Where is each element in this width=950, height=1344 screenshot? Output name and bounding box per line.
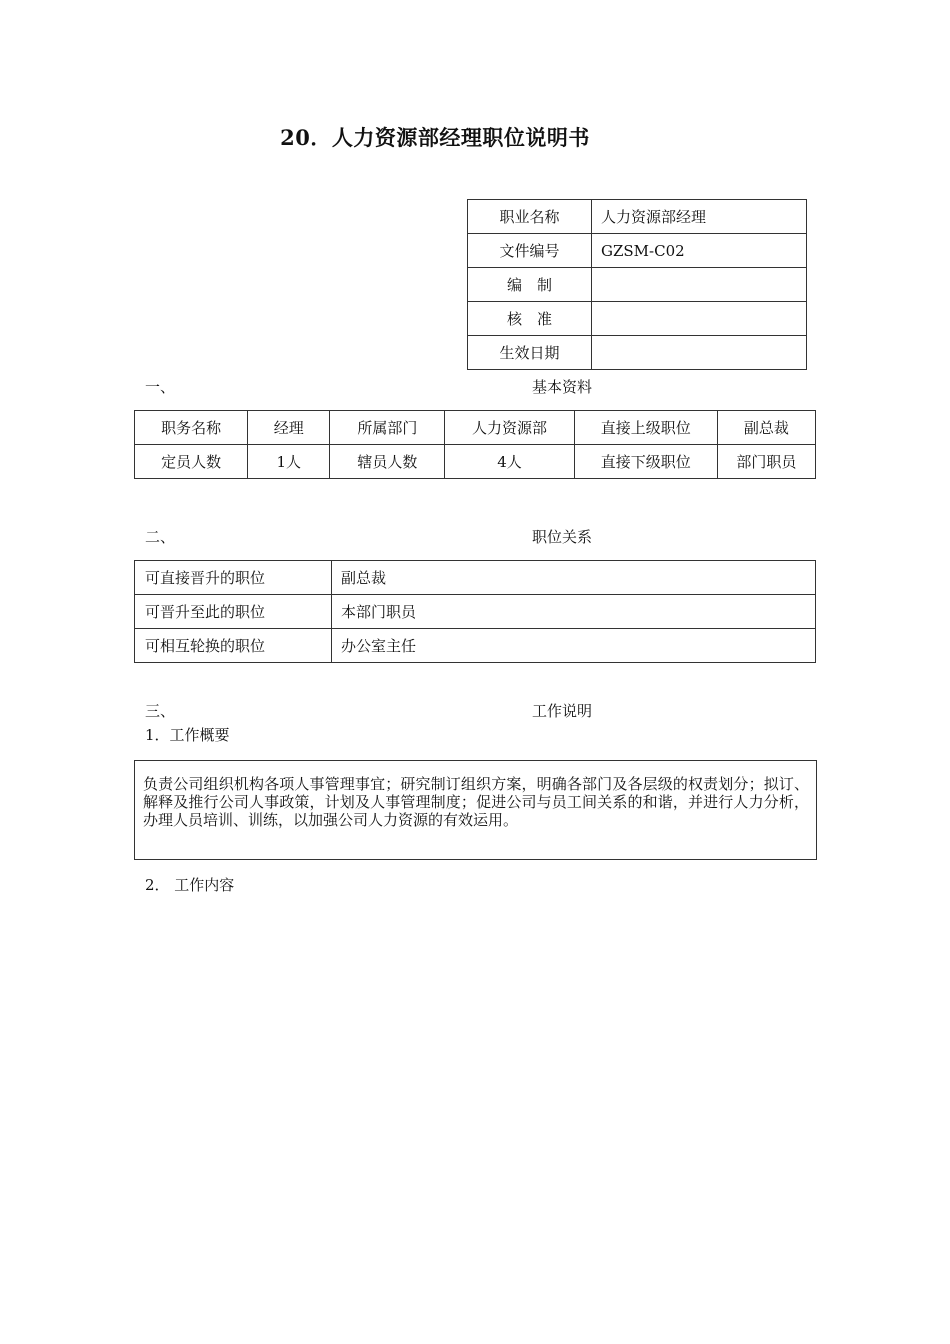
meta-label: 编 制: [468, 268, 592, 302]
meta-label: 生效日期: [468, 336, 592, 370]
table-row: [135, 445, 816, 479]
table-row: [135, 629, 816, 663]
basic-info-table: [134, 410, 816, 479]
table-cell: 1人: [248, 445, 330, 479]
table-row: [468, 234, 807, 268]
table-cell: 定员人数: [135, 445, 248, 479]
document-meta-table: [467, 199, 807, 370]
meta-label: 职业名称: [468, 200, 592, 234]
meta-label: 文件编号: [468, 234, 592, 268]
table-cell: 所属部门: [330, 411, 445, 445]
section-number: 三、: [145, 702, 176, 720]
relation-value: 办公室主任: [332, 629, 816, 663]
page-title: 20．人力资源部经理职位说明书: [280, 125, 590, 150]
section-number: 一、: [145, 378, 176, 396]
table-row: [135, 595, 816, 629]
relation-label: 可相互轮换的职位: [135, 629, 332, 663]
meta-label: 核 准: [468, 302, 592, 336]
relation-label: 可直接晋升的职位: [135, 561, 332, 595]
table-row: [468, 336, 807, 370]
meta-value: 人力资源部经理: [592, 200, 807, 234]
section-heading: 基本资料: [532, 378, 593, 396]
subsection-title: 2． 工作内容: [145, 876, 235, 894]
table-row: [468, 268, 807, 302]
relation-value: 副总裁: [332, 561, 816, 595]
relation-value: 本部门职员: [332, 595, 816, 629]
section-heading: 工作说明: [532, 702, 593, 720]
position-relations-table: [134, 560, 816, 663]
table-cell: 4人: [445, 445, 574, 479]
table-cell: 职务名称: [135, 411, 248, 445]
table-cell: 副总裁: [717, 411, 815, 445]
meta-value: [592, 302, 807, 336]
meta-value: [592, 336, 807, 370]
table-row: [468, 200, 807, 234]
table-row: [135, 411, 816, 445]
section-number: 二、: [145, 528, 176, 546]
work-summary: 负责公司组织机构各项人事管理事宜；研究制订组织方案，明确各部门及各层级的权责划分；拟订、解释及推行公司人事政策，计划及人事管理制度；促进公司与员工间关系的和谐，并进行人力分析，办理人员培训、训练，以加强公司人力资源的有效运用。: [134, 760, 817, 860]
section-heading: 职位关系: [532, 528, 593, 546]
meta-value: [592, 268, 807, 302]
table-cell: 人力资源部: [445, 411, 574, 445]
relation-label: 可晋升至此的职位: [135, 595, 332, 629]
table-cell: 直接上级职位: [574, 411, 717, 445]
table-row: [135, 561, 816, 595]
table-cell: 部门职员: [717, 445, 815, 479]
table-row: [468, 302, 807, 336]
table-cell: 经理: [248, 411, 330, 445]
table-cell: 直接下级职位: [574, 445, 717, 479]
meta-value: GZSM-C02: [592, 234, 807, 268]
table-cell: 辖员人数: [330, 445, 445, 479]
subsection-title: 1．工作概要: [145, 726, 230, 744]
